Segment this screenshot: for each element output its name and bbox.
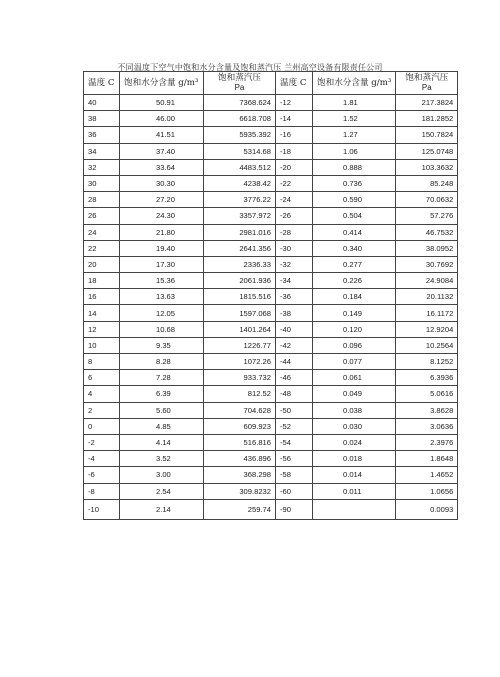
moisture-right-cell: 0.061: [313, 370, 396, 386]
moisture-right-cell: 0.504: [313, 208, 396, 224]
temp-left-cell: -2: [84, 434, 120, 450]
moisture-left-cell: 3.52: [120, 451, 204, 467]
pressure-right-cell: 24.9084: [396, 273, 458, 289]
moisture-left-cell: 37.40: [120, 143, 204, 159]
pressure-left-cell: 3357.972: [204, 208, 276, 224]
saturation-table: [83, 71, 458, 520]
pressure-right-cell: 16.1172: [396, 305, 458, 321]
moisture-left-cell: 50.91: [120, 95, 204, 111]
temp-left-cell: 4: [84, 386, 120, 402]
moisture-left-cell: 4.14: [120, 434, 204, 450]
temp-right-cell: -16: [276, 127, 313, 143]
header-temp-left: 温度 C: [84, 72, 120, 95]
temp-right-cell: -34: [276, 273, 313, 289]
temp-right-cell: -24: [276, 192, 313, 208]
moisture-left-cell: 5.60: [120, 402, 204, 418]
table-row: [84, 240, 458, 256]
temp-left-cell: 40: [84, 95, 120, 111]
moisture-left-cell: 30.30: [120, 175, 204, 191]
header-temp-right: 温度 C: [276, 72, 313, 95]
table-row: [84, 256, 458, 272]
pressure-right-cell: 46.7532: [396, 224, 458, 240]
pressure-right-cell: 85.248: [396, 175, 458, 191]
temp-right-cell: -14: [276, 111, 313, 127]
moisture-left-cell: 9.35: [120, 337, 204, 353]
pressure-left-cell: 1401.264: [204, 321, 276, 337]
temp-left-cell: -6: [84, 467, 120, 483]
moisture-right-cell: 0.888: [313, 159, 396, 175]
pressure-right-cell: 8.1252: [396, 354, 458, 370]
pressure-right-cell: 70.0632: [396, 192, 458, 208]
table-row: [84, 224, 458, 240]
table-row: [84, 175, 458, 191]
pressure-left-cell: 2336.33: [204, 256, 276, 272]
temp-right-cell: -42: [276, 337, 313, 353]
pressure-left-cell: 812.52: [204, 386, 276, 402]
pressure-right-cell: 1.8648: [396, 451, 458, 467]
pressure-right-cell: 20.1132: [396, 289, 458, 305]
table-row: [84, 159, 458, 175]
temp-right-cell: -52: [276, 418, 313, 434]
moisture-left-cell: 2.14: [120, 499, 204, 519]
pressure-left-cell: 6618.708: [204, 111, 276, 127]
temp-right-cell: -38: [276, 305, 313, 321]
pressure-right-cell: 181.2852: [396, 111, 458, 127]
temp-left-cell: 28: [84, 192, 120, 208]
temp-left-cell: 32: [84, 159, 120, 175]
moisture-right-cell: 0.590: [313, 192, 396, 208]
temp-left-cell: 26: [84, 208, 120, 224]
pressure-right-cell: 10.2564: [396, 337, 458, 353]
moisture-left-cell: 46.00: [120, 111, 204, 127]
pressure-right-cell: 125.0748: [396, 143, 458, 159]
moisture-left-cell: 41.51: [120, 127, 204, 143]
table-row: [84, 127, 458, 143]
temp-left-cell: 24: [84, 224, 120, 240]
moisture-right-cell: 0.277: [313, 256, 396, 272]
table-row: [84, 208, 458, 224]
pressure-right-cell: 5.0616: [396, 386, 458, 402]
moisture-left-cell: 7.28: [120, 370, 204, 386]
pressure-right-cell: 1.4652: [396, 467, 458, 483]
pressure-left-cell: 1072.26: [204, 354, 276, 370]
moisture-left-cell: 19.40: [120, 240, 204, 256]
pressure-left-cell: 7368.624: [204, 95, 276, 111]
temp-left-cell: -10: [84, 499, 120, 519]
table-row: [84, 143, 458, 159]
table-row: [84, 111, 458, 127]
pressure-right-cell: 6.3936: [396, 370, 458, 386]
header-pressure-right-line1: 饱和蒸汽压: [405, 73, 449, 83]
header-pressure-left-line1: 饱和蒸汽压: [218, 73, 261, 83]
pressure-left-cell: 516.816: [204, 434, 276, 450]
moisture-right-cell: 1.81: [313, 95, 396, 111]
moisture-right-cell: 0.096: [313, 337, 396, 353]
table-row: [84, 402, 458, 418]
temp-left-cell: 8: [84, 354, 120, 370]
moisture-left-cell: 21.80: [120, 224, 204, 240]
temp-left-cell: -4: [84, 451, 120, 467]
moisture-right-cell: 0.184: [313, 289, 396, 305]
table-row: [84, 499, 458, 519]
header-moisture-right: 饱和水分含量 g/m³: [313, 72, 396, 95]
temp-right-cell: -20: [276, 159, 313, 175]
temp-right-cell: -40: [276, 321, 313, 337]
pressure-left-cell: 1815.516: [204, 289, 276, 305]
pressure-left-cell: 1597.068: [204, 305, 276, 321]
header-pressure-left-unit: Pa: [234, 83, 245, 92]
temp-left-cell: -8: [84, 483, 120, 499]
moisture-left-cell: 33.64: [120, 159, 204, 175]
temp-right-cell: -48: [276, 386, 313, 402]
temp-right-cell: -32: [276, 256, 313, 272]
table-row: [84, 192, 458, 208]
table-row: [84, 386, 458, 402]
temp-right-cell: -26: [276, 208, 313, 224]
pressure-left-cell: 704.628: [204, 402, 276, 418]
pressure-right-cell: 38.0952: [396, 240, 458, 256]
pressure-left-cell: 2981.016: [204, 224, 276, 240]
table-row: [84, 337, 458, 353]
temp-left-cell: 20: [84, 256, 120, 272]
temp-left-cell: 30: [84, 175, 120, 191]
table-row: [84, 95, 458, 111]
moisture-left-cell: 24.30: [120, 208, 204, 224]
temp-right-cell: -54: [276, 434, 313, 450]
temp-right-cell: -22: [276, 175, 313, 191]
moisture-right-cell: 0.340: [313, 240, 396, 256]
pressure-right-cell: 3.0636: [396, 418, 458, 434]
document-title: 不同温度下空气中饱和水分含量及饱和蒸汽压 兰州高空设备有限责任公司: [117, 63, 383, 72]
header-pressure-left: [204, 72, 276, 95]
temp-left-cell: 18: [84, 273, 120, 289]
header-moisture-left: 饱和水分含量 g/m³: [120, 72, 204, 95]
moisture-right-cell: 1.27: [313, 127, 396, 143]
pressure-left-cell: 368.298: [204, 467, 276, 483]
pressure-left-cell: 609.923: [204, 418, 276, 434]
pressure-right-cell: 1.0656: [396, 483, 458, 499]
header-pressure-right-unit: Pa: [421, 83, 432, 92]
table-row: [84, 467, 458, 483]
pressure-right-cell: 103.3632: [396, 159, 458, 175]
moisture-right-cell: 0.018: [313, 451, 396, 467]
moisture-right-cell: 0.011: [313, 483, 396, 499]
table-row: [84, 418, 458, 434]
pressure-left-cell: 1226.77: [204, 337, 276, 353]
temp-right-cell: -90: [276, 499, 313, 519]
moisture-left-cell: 13.63: [120, 289, 204, 305]
moisture-right-cell: 0.049: [313, 386, 396, 402]
temp-right-cell: -18: [276, 143, 313, 159]
temp-left-cell: 2: [84, 402, 120, 418]
moisture-right-cell: 0.226: [313, 273, 396, 289]
table-row: [84, 305, 458, 321]
temp-left-cell: 12: [84, 321, 120, 337]
moisture-right-cell: 1.52: [313, 111, 396, 127]
moisture-right-cell: 0.077: [313, 354, 396, 370]
moisture-right-cell: 0.414: [313, 224, 396, 240]
table-row: [84, 434, 458, 450]
temp-left-cell: 0: [84, 418, 120, 434]
moisture-left-cell: 3.00: [120, 467, 204, 483]
temp-right-cell: -12: [276, 95, 313, 111]
pressure-left-cell: 309.8232: [204, 483, 276, 499]
moisture-left-cell: 15.36: [120, 273, 204, 289]
table-row: [84, 354, 458, 370]
pressure-right-cell: 0.0093: [396, 499, 458, 519]
moisture-left-cell: 27.20: [120, 192, 204, 208]
moisture-left-cell: 4.85: [120, 418, 204, 434]
moisture-left-cell: 8.28: [120, 354, 204, 370]
pressure-left-cell: 2641.356: [204, 240, 276, 256]
table-row: [84, 451, 458, 467]
moisture-right-cell: 0.014: [313, 467, 396, 483]
temp-right-cell: -50: [276, 402, 313, 418]
pressure-right-cell: 2.3976: [396, 434, 458, 450]
moisture-right-cell: 0.024: [313, 434, 396, 450]
temp-left-cell: 16: [84, 289, 120, 305]
table-row: [84, 321, 458, 337]
moisture-right-cell: 1.06: [313, 143, 396, 159]
temp-left-cell: 22: [84, 240, 120, 256]
pressure-right-cell: 57.276: [396, 208, 458, 224]
table-row: [84, 289, 458, 305]
temp-right-cell: -28: [276, 224, 313, 240]
table-row: [84, 370, 458, 386]
table-body: [84, 95, 458, 520]
moisture-right-cell: 0.038: [313, 402, 396, 418]
moisture-left-cell: 12.05: [120, 305, 204, 321]
moisture-right-cell: [313, 499, 396, 519]
moisture-right-cell: 0.120: [313, 321, 396, 337]
temp-right-cell: -44: [276, 354, 313, 370]
table-row: [84, 483, 458, 499]
pressure-left-cell: 3776.22: [204, 192, 276, 208]
pressure-right-cell: 150.7824: [396, 127, 458, 143]
pressure-right-cell: 30.7692: [396, 256, 458, 272]
moisture-right-cell: 0.149: [313, 305, 396, 321]
moisture-left-cell: 6.39: [120, 386, 204, 402]
pressure-left-cell: 933.732: [204, 370, 276, 386]
table-header-row: [84, 72, 458, 95]
header-pressure-right: [396, 72, 458, 95]
pressure-left-cell: 4238.42: [204, 175, 276, 191]
moisture-right-cell: 0.030: [313, 418, 396, 434]
moisture-left-cell: 10.68: [120, 321, 204, 337]
temp-left-cell: 10: [84, 337, 120, 353]
temp-right-cell: -36: [276, 289, 313, 305]
table-row: [84, 273, 458, 289]
pressure-left-cell: 2061.936: [204, 273, 276, 289]
pressure-right-cell: 12.9204: [396, 321, 458, 337]
temp-right-cell: -46: [276, 370, 313, 386]
temp-right-cell: -30: [276, 240, 313, 256]
pressure-left-cell: 5314.68: [204, 143, 276, 159]
temp-left-cell: 14: [84, 305, 120, 321]
moisture-right-cell: 0.736: [313, 175, 396, 191]
pressure-right-cell: 3.8628: [396, 402, 458, 418]
temp-right-cell: -60: [276, 483, 313, 499]
pressure-left-cell: 5935.392: [204, 127, 276, 143]
temp-left-cell: 6: [84, 370, 120, 386]
pressure-left-cell: 436.896: [204, 451, 276, 467]
temp-left-cell: 36: [84, 127, 120, 143]
pressure-left-cell: 259.74: [204, 499, 276, 519]
temp-left-cell: 34: [84, 143, 120, 159]
moisture-left-cell: 2.54: [120, 483, 204, 499]
temp-right-cell: -58: [276, 467, 313, 483]
temp-left-cell: 38: [84, 111, 120, 127]
pressure-left-cell: 4483.512: [204, 159, 276, 175]
moisture-left-cell: 17.30: [120, 256, 204, 272]
pressure-right-cell: 217.3824: [396, 95, 458, 111]
temp-right-cell: -56: [276, 451, 313, 467]
